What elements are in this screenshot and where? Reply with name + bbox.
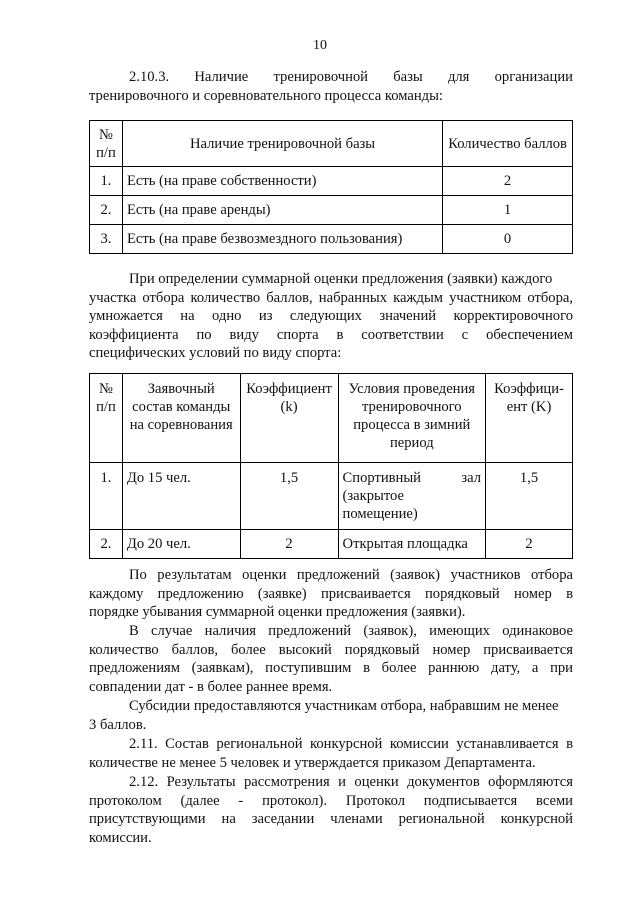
coefficient-table (89, 373, 573, 559)
row-score: 2 (443, 167, 573, 196)
row-conditions: Открытая площадка (338, 530, 486, 559)
paragraph-equal-scores: В случае наличия предложений (заявок), имеющих одинаковое количество баллов, более высокий порядковый номер присваивается предложениям (заявкам), поступившим в более раннюю дату, а при совпадении дат - в более раннее время. (89, 623, 573, 695)
row-k: 1,5 (240, 463, 338, 530)
row-score: 0 (443, 225, 573, 254)
row-team: До 15 чел. (122, 463, 240, 530)
row-num: 2. (90, 196, 123, 225)
heading-word: для (447, 69, 470, 85)
table-row (90, 167, 573, 196)
header-name: Наличие тренировочной базы (122, 121, 442, 167)
training-base-table (89, 120, 573, 254)
row-K: 1,5 (486, 463, 573, 530)
heading-word: Наличие (194, 69, 249, 85)
header-num: № п/п (90, 374, 123, 463)
heading-line-2: тренировочного и соревновательного процесса команды: (89, 87, 443, 104)
row-num: 1. (90, 463, 123, 530)
table-row (90, 463, 573, 530)
header-conditions: Условия проведения тренировочного процесса в зимний период (338, 374, 486, 463)
paragraph-subsidy: Субсидии предоставляются участникам отбора, набравшим не менее 3 баллов. (89, 698, 559, 733)
header-team: Заявочный состав команды на соревнования (122, 374, 240, 463)
row-K: 2 (486, 530, 573, 559)
header-score: Количество баллов (443, 121, 573, 167)
row-num: 1. (90, 167, 123, 196)
table-row (90, 225, 573, 254)
row-conditions: Спортивный зал (закрытое помещение) (338, 463, 486, 530)
table-row (90, 530, 573, 559)
page-number: 10 (313, 38, 327, 53)
header-num: № п/п (90, 121, 123, 167)
paragraph-results: По результатам оценки предложений (заявок) участников отбора каждому предложению (заявке) присваивается порядковый номер в порядке убывания суммарной оценки предложения (заявки). (89, 567, 573, 620)
header-k: Коэффициент (k) (240, 374, 338, 463)
row-team: До 20 чел. (122, 530, 240, 559)
header-K: Коэффици- ент (K) (486, 374, 573, 463)
row-num: 3. (90, 225, 123, 254)
table-header-row (90, 121, 573, 167)
table-row (90, 196, 573, 225)
paragraph-coefficient: При определении суммарной оценки предложения (заявки) каждого участка отбора количество баллов, набранных каждым участником отбора, умножается на одно из следующих значений корректировочного коэффициента по виду спорта в соответствии с обеспечением специфических условий по виду спорта: (89, 271, 573, 361)
row-name: Есть (на праве собственности) (122, 167, 442, 196)
heading-word: 2.10.3. (129, 69, 170, 85)
paragraph-2-12: 2.12. Результаты рассмотрения и оценки документов оформляются протоколом (далее - протокол). Протокол подписывается всеми присутствующими на заседании членами региональной конкурсной комиссии. (89, 774, 573, 846)
row-k: 2 (240, 530, 338, 559)
row-name: Есть (на праве аренды) (122, 196, 442, 225)
heading-word: базы (393, 69, 423, 85)
paragraph-2-11: 2.11. Состав региональной конкурсной комиссии устанавливается в количестве не менее 5 человек и утверждается приказом Департамента. (89, 736, 573, 771)
heading-word: тренировочной (273, 69, 368, 85)
table-header-row (90, 374, 573, 463)
row-name: Есть (на праве безвозмездного пользования) (122, 225, 442, 254)
section-2-10-3-heading (89, 68, 573, 105)
row-num: 2. (90, 530, 123, 559)
row-score: 1 (443, 196, 573, 225)
heading-word: организации (494, 69, 573, 85)
